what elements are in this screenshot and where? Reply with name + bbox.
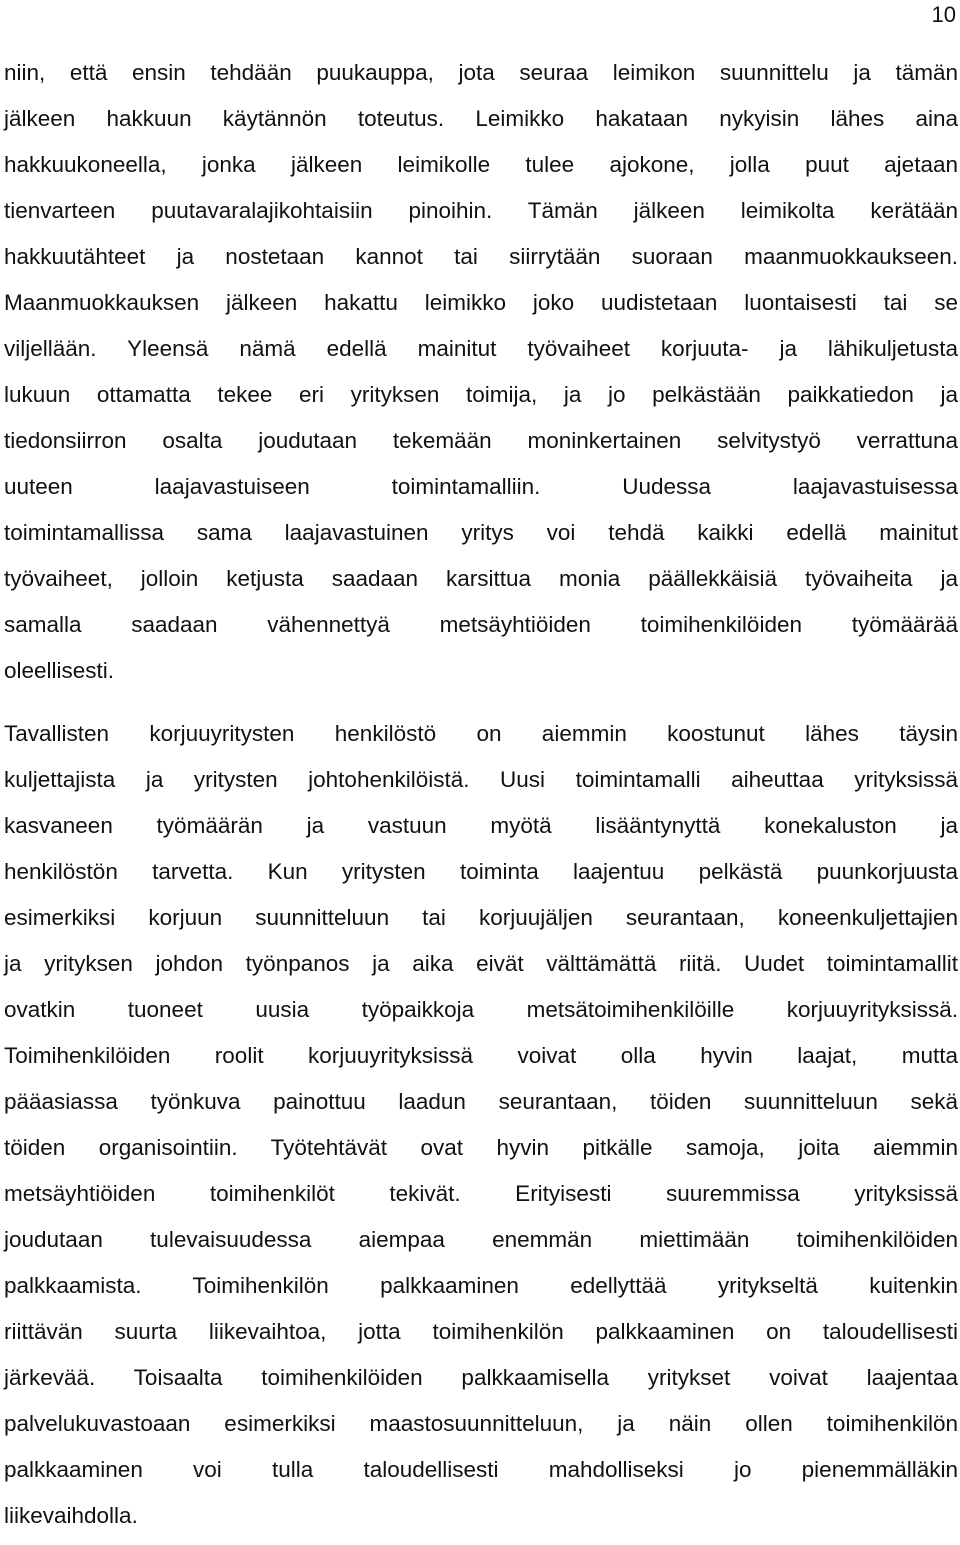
text-line: palkkaamista. Toimihenkilön palkkaaminen edellyttää yritykseltä kuitenkin: [4, 1273, 958, 1298]
text-line: järkevää. Toisaalta toimihenkilöiden palkkaamisella yritykset voivat laajentaa: [4, 1365, 958, 1390]
text-line: metsäyhtiöiden toimihenkilöt tekivät. Erityisesti suuremmissa yrityksissä: [4, 1181, 958, 1206]
text-line: Toimihenkilöiden roolit korjuuyrityksissä voivat olla hyvin laajat, mutta: [4, 1043, 958, 1068]
text-line: työvaiheet, jolloin ketjusta saadaan karsittua monia päällekkäisiä työvaiheita ja: [4, 566, 958, 591]
text-line: lukuun ottamatta tekee eri yrityksen toimija, ja jo pelkästään paikkatiedon ja: [4, 382, 958, 407]
text-line: kuljettajista ja yritysten johtohenkilöistä. Uusi toimintamalli aiheuttaa yrityksissä: [4, 767, 958, 792]
text-line: hakkuutähteet ja nostetaan kannot tai siirrytään suoraan maanmuokkaukseen.: [4, 244, 958, 269]
text-line: palvelukuvastoaan esimerkiksi maastosuunnitteluun, ja näin ollen toimihenkilön: [4, 1411, 958, 1436]
text-line: viljellään. Yleensä nämä edellä mainitut työvaiheet korjuuta- ja lähikuljetusta: [4, 336, 958, 361]
paragraph: [4, 711, 958, 1539]
text-line: kasvaneen työmäärän ja vastuun myötä lisääntynyttä konekaluston ja: [4, 813, 958, 838]
text-line: henkilöstön tarvetta. Kun yritysten toiminta laajentuu pelkästä puunkorjuusta: [4, 859, 958, 884]
text-line: riittävän suurta liikevaihtoa, jotta toimihenkilön palkkaaminen on taloudellisesti: [4, 1319, 958, 1344]
text-line: tienvarteen puutavaralajikohtaisiin pinoihin. Tämän jälkeen leimikolta kerätään: [4, 198, 958, 223]
text-line: hakkuukoneella, jonka jälkeen leimikolle tulee ajokone, jolla puut ajetaan: [4, 152, 958, 177]
text-line: Maanmuokkauksen jälkeen hakattu leimikko joko uudistetaan luontaisesti tai se: [4, 290, 958, 315]
text-line: palkkaaminen voi tulla taloudellisesti mahdolliseksi jo pienemmälläkin: [4, 1457, 958, 1482]
text-line: töiden organisointiin. Työtehtävät ovat hyvin pitkälle samoja, joita aiemmin: [4, 1135, 958, 1160]
text-line: ja yrityksen johdon työnpanos ja aika eivät välttämättä riitä. Uudet toimintamallit: [4, 951, 958, 976]
text-line: liikevaihdolla.: [4, 1503, 138, 1528]
text-line: joudutaan tulevaisuudessa aiempaa enemmän miettimään toimihenkilöiden: [4, 1227, 958, 1252]
text-line: pääasiassa työnkuva painottuu laadun seurantaan, töiden suunnitteluun sekä: [4, 1089, 958, 1114]
text-line: toimintamallissa sama laajavastuinen yritys voi tehdä kaikki edellä mainitut: [4, 520, 958, 545]
text-line: samalla saadaan vähennettyä metsäyhtiöiden toimihenkilöiden työmäärää: [4, 612, 958, 637]
text-line: oleellisesti.: [4, 658, 115, 683]
text-line: esimerkiksi korjuun suunnitteluun tai korjuujäljen seurantaan, koneenkuljettajien: [4, 905, 958, 930]
document-body: [4, 50, 958, 1539]
paragraph: [4, 50, 958, 694]
page-number: 10: [931, 2, 956, 27]
text-line: uuteen laajavastuiseen toimintamalliin. Uudessa laajavastuisessa: [4, 474, 958, 499]
text-line: Tavallisten korjuuyritysten henkilöstö on aiemmin koostunut lähes täysin: [4, 721, 958, 746]
text-line: tiedonsiirron osalta joudutaan tekemään moninkertainen selvitystyö verrattuna: [4, 428, 958, 453]
paragraph-spacer: [4, 694, 958, 711]
text-line: ovatkin tuoneet uusia työpaikkoja metsätoimihenkilöille korjuuyrityksissä.: [4, 997, 958, 1022]
text-line: jälkeen hakkuun käytännön toteutus. Leimikko hakataan nykyisin lähes aina: [4, 106, 958, 131]
text-line: niin, että ensin tehdään puukauppa, jota seuraa leimikon suunnittelu ja tämän: [4, 60, 958, 85]
